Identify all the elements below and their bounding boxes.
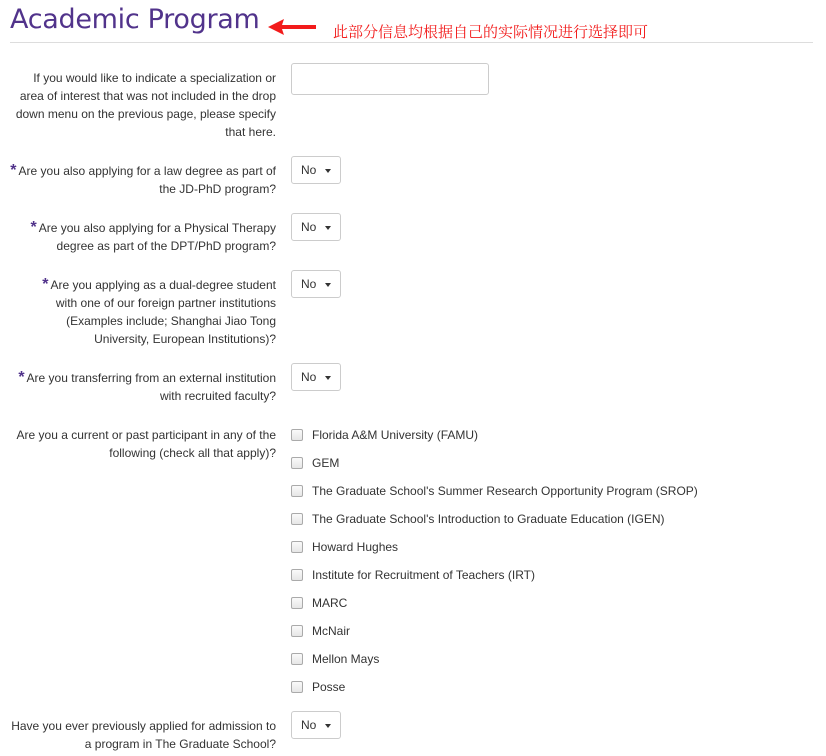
required-marker: * [10, 162, 17, 179]
checkbox[interactable] [291, 429, 303, 441]
checkbox-posse[interactable]: Posse [291, 679, 345, 695]
caret-down-icon [325, 376, 331, 380]
checkbox-mellon-mays[interactable]: Mellon Mays [291, 651, 379, 667]
specialization-input[interactable] [291, 63, 489, 95]
jd-phd-label: * Are you also applying for a law degree as part of the JD-PhD program? [10, 162, 276, 196]
required-marker: * [18, 369, 25, 386]
checkbox-howard-hughes[interactable]: Howard Hughes [291, 539, 398, 555]
checkbox-marc[interactable]: MARC [291, 595, 347, 611]
dual-degree-label: * Are you applying as a dual-degree student with one of our foreign partner institutions (Examples include; Shanghai Jiao Tong University, European Institutions)? [42, 276, 276, 346]
previously-applied-select[interactable]: No [291, 711, 341, 739]
page-title: Academic Program [10, 4, 260, 35]
caret-down-icon [325, 283, 331, 287]
required-marker: * [30, 219, 37, 236]
checkbox-mcnair[interactable]: McNair [291, 623, 350, 639]
dual-degree-select[interactable]: No [291, 270, 341, 298]
dpt-phd-label: * Are you also applying for a Physical Therapy degree as part of the DPT/PhD program? [30, 219, 276, 253]
checkbox-irt[interactable]: Institute for Recruitment of Teachers (IRT) [291, 567, 535, 583]
caret-down-icon [325, 169, 331, 173]
checkbox[interactable] [291, 681, 303, 693]
checkbox[interactable] [291, 625, 303, 637]
checkbox-gem[interactable]: GEM [291, 455, 339, 471]
checkbox-srop[interactable]: The Graduate School's Summer Research Opportunity Program (SROP) [291, 483, 698, 499]
transfer-label: * Are you transferring from an external institution with recruited faculty? [18, 369, 276, 403]
checkbox[interactable] [291, 597, 303, 609]
specialization-label: If you would like to indicate a specialization or area of interest that was not included in the drop down menu on the previous page, please specify that here. [15, 71, 276, 139]
caret-down-icon [325, 724, 331, 728]
caret-down-icon [325, 226, 331, 230]
divider [10, 42, 813, 43]
annotation-note: 此部分信息均根据自己的实际情况进行选择即可 [333, 23, 649, 41]
transfer-select[interactable]: No [291, 363, 341, 391]
dpt-phd-select[interactable]: No [291, 213, 341, 241]
participant-label: Are you a current or past participant in any of the following (check all that apply)? [16, 428, 276, 460]
checkbox-igen[interactable]: The Graduate School's Introduction to Graduate Education (IGEN) [291, 511, 664, 527]
jd-phd-select[interactable]: No [291, 156, 341, 184]
checkbox[interactable] [291, 653, 303, 665]
previously-applied-label: Have you ever previously applied for admission to a program in The Graduate School? [11, 719, 276, 751]
checkbox[interactable] [291, 569, 303, 581]
checkbox[interactable] [291, 485, 303, 497]
checkbox[interactable] [291, 457, 303, 469]
required-marker: * [42, 276, 49, 293]
checkbox[interactable] [291, 541, 303, 553]
arrow-left-icon [268, 18, 318, 36]
checkbox[interactable] [291, 513, 303, 525]
checkbox-famu[interactable]: Florida A&M University (FAMU) [291, 427, 478, 443]
